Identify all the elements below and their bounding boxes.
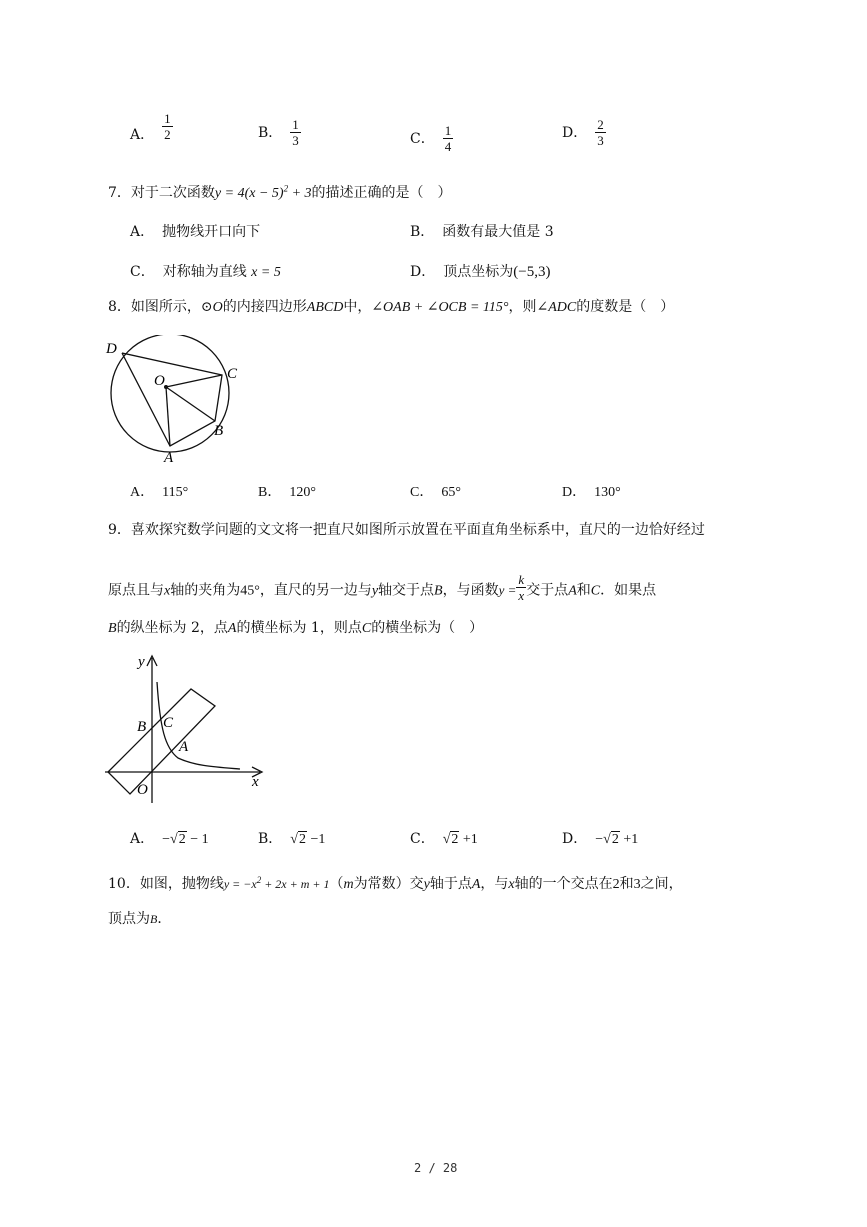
label-o: O <box>154 373 165 389</box>
stem-text: 原点且与 <box>108 582 164 599</box>
label-a: A <box>179 739 189 755</box>
var-y: y <box>423 877 430 892</box>
tail: − 1 <box>186 832 209 847</box>
option-text: 120° <box>289 485 316 500</box>
sqrt: √2 <box>290 832 306 847</box>
q9-option-b <box>258 828 325 848</box>
stem-text: 的度数是（ ） <box>576 299 675 315</box>
option-label: B． <box>258 831 283 847</box>
tail: +1 <box>459 832 478 847</box>
exponent: 2 <box>283 183 289 194</box>
q6-option-c <box>410 124 453 153</box>
func-y: y = <box>498 582 517 598</box>
option-label: A． <box>130 224 155 240</box>
option-label: A． <box>130 485 155 500</box>
option-math: (−5,3) <box>513 264 551 280</box>
func-fraction <box>516 573 526 602</box>
option-text: 抛物线开口向下 <box>162 224 261 240</box>
radicand: 2 <box>611 832 619 847</box>
label-x: x <box>252 774 259 790</box>
expr-text: y = 4(x − 5) <box>214 186 284 201</box>
option-text: 115° <box>162 485 189 500</box>
stem-text: ，直尺的另一边与 <box>259 582 372 599</box>
segment-oc <box>166 375 222 387</box>
stem-text: 轴的夹角为 <box>170 582 241 599</box>
q9-line-1: 9．喜欢探究数学问题的文文将一把直尺如图所示放置在平面直角坐标系中，直尺的一边恰好经过 <box>108 522 705 538</box>
q9-line-2 <box>108 572 657 603</box>
stem-text: 7．对于二次函数 <box>108 185 215 201</box>
q7-option-b <box>410 221 554 241</box>
stem-text: 轴的一个交点在 <box>514 876 613 892</box>
stem-text: 中， <box>343 299 372 315</box>
fraction: $\frac{1}{3}$ <box>292 117 299 148</box>
option-text: 顶点坐标为 <box>443 264 514 280</box>
option-label: A． <box>130 127 155 143</box>
label-y: y <box>138 654 145 670</box>
var-y: y <box>371 583 379 599</box>
stem-text: ． <box>157 911 172 927</box>
angle-expr: ∠OAB + ∠OCB = 115° <box>371 300 509 315</box>
segment-oa <box>166 387 170 446</box>
stem-text: 和 <box>576 582 591 599</box>
option-label: C． <box>130 264 155 280</box>
stem-text: ，与函数 <box>442 582 499 599</box>
option-label: D． <box>410 264 436 280</box>
point-b: B <box>108 621 117 636</box>
tail: −1 <box>306 832 326 847</box>
var-m: m <box>343 877 354 892</box>
sqrt: √2 <box>603 832 619 847</box>
function-expr <box>224 877 330 891</box>
exponent: 2 <box>256 875 262 885</box>
label-o: O <box>137 782 148 798</box>
label-b: B <box>214 423 224 439</box>
label-d: D <box>106 341 117 357</box>
stem-text: 的描述正确的是（ ） <box>311 185 452 201</box>
q9-option-c <box>410 828 478 848</box>
sign: − <box>595 832 604 847</box>
stem-text: 轴交于点 <box>378 582 435 599</box>
sqrt: √2 <box>442 832 459 847</box>
q8-circle-figure <box>100 335 250 465</box>
point-a: A <box>227 621 237 636</box>
label-b: B <box>137 719 147 735</box>
q10-line-1 <box>108 873 683 893</box>
var-x: x <box>508 877 515 892</box>
angle-value: 45° <box>240 583 260 599</box>
point-a: A <box>568 583 577 599</box>
sqrt: √2 <box>170 832 186 847</box>
var-x: x <box>164 583 171 599</box>
option-label: B． <box>258 485 282 500</box>
label-a: A <box>164 450 174 465</box>
q6-option-b <box>258 118 301 147</box>
expr-tail: + 2x + m + 1 <box>261 877 330 891</box>
q8-option-a <box>130 481 188 501</box>
option-math: x = 5 <box>251 265 281 280</box>
q8-stem <box>108 296 674 316</box>
stem-text: 和 <box>619 876 634 892</box>
stem-text: ．如果点 <box>600 582 657 599</box>
stem-text: 之间， <box>640 876 683 892</box>
option-label: D． <box>562 831 588 847</box>
point-c: C <box>361 621 372 636</box>
point-b: B <box>434 583 443 599</box>
q8-option-d <box>562 481 621 501</box>
point-b: B <box>150 912 158 926</box>
q10-line-2 <box>108 908 171 928</box>
stem-text: 的内接四边形 <box>222 299 307 315</box>
option-label: B． <box>258 124 283 141</box>
radicand: 2 <box>178 832 186 847</box>
expr-text: y = −x <box>223 877 257 891</box>
label-c: C <box>163 715 174 731</box>
radicand: 2 <box>298 832 306 847</box>
option-label: C． <box>410 831 435 847</box>
q9-ruler-figure <box>100 648 275 808</box>
point-c: C <box>590 583 601 599</box>
angle-target: ∠ADC <box>536 300 577 315</box>
option-text: 130° <box>594 485 621 500</box>
q7-option-c <box>130 261 281 281</box>
ruler <box>108 689 215 794</box>
stem-text: 的横坐标为 1，则点 <box>236 620 362 636</box>
stem-text: 轴于点 <box>429 876 472 892</box>
q6-option-d <box>562 118 606 147</box>
q7-stem <box>108 182 452 202</box>
function-expr <box>214 183 312 201</box>
circle <box>111 335 229 452</box>
segment-ob <box>166 387 215 421</box>
quad-name: ABCD <box>306 300 344 315</box>
stem-text: ，则 <box>508 299 537 315</box>
stem-text: 的纵坐标为 2，点 <box>116 620 228 636</box>
q6-option-a <box>130 110 173 144</box>
circle-symbol: ⊙O <box>200 300 223 315</box>
q7-option-d <box>410 261 550 281</box>
number: 2 <box>612 877 620 892</box>
radicand: 2 <box>451 832 459 847</box>
option-text: 函数有最大值是 3 <box>442 224 554 240</box>
page-number: 2 / 28 <box>414 1161 458 1175</box>
option-label: C． <box>410 130 435 147</box>
denominator: x <box>518 588 525 603</box>
q9-line-3 <box>108 617 483 637</box>
option-label: D． <box>562 124 588 141</box>
option-text: 对称轴为直线 <box>162 264 247 280</box>
q7-option-a <box>130 221 260 241</box>
stem-text: 的横坐标为（ ） <box>371 620 484 636</box>
point-a: A <box>471 877 481 892</box>
q8-option-b <box>258 481 316 501</box>
fraction: $\frac{1}{4}$ <box>444 123 452 154</box>
q9-option-a <box>130 828 209 848</box>
numerator: k <box>518 572 525 587</box>
label-c: C <box>227 366 238 382</box>
quadrilateral <box>122 353 222 446</box>
stem-text: ，与 <box>480 876 509 892</box>
stem-text: （ <box>329 876 344 892</box>
tail: +1 <box>619 832 639 847</box>
stem-text: 8．如图所示， <box>108 299 201 315</box>
option-text: 65° <box>441 485 461 500</box>
stem-text: 交于点 <box>526 582 569 599</box>
option-label: A． <box>130 831 155 847</box>
q8-option-c <box>410 481 461 501</box>
option-label: B． <box>410 224 435 240</box>
stem-text: 10．如图，抛物线 <box>108 876 224 892</box>
expr-tail: + 3 <box>288 186 312 201</box>
stem-text: 顶点为 <box>108 911 150 927</box>
option-label: C． <box>410 485 434 500</box>
stem-text: 为常数）交 <box>353 876 424 892</box>
q9-option-d <box>562 828 638 848</box>
option-label: D． <box>562 485 587 500</box>
fraction: $\frac{2}{3}$ <box>597 117 604 148</box>
sign: − <box>162 832 171 847</box>
fraction: $\frac{1}{2}$ <box>164 110 171 142</box>
number: 3 <box>633 877 641 892</box>
